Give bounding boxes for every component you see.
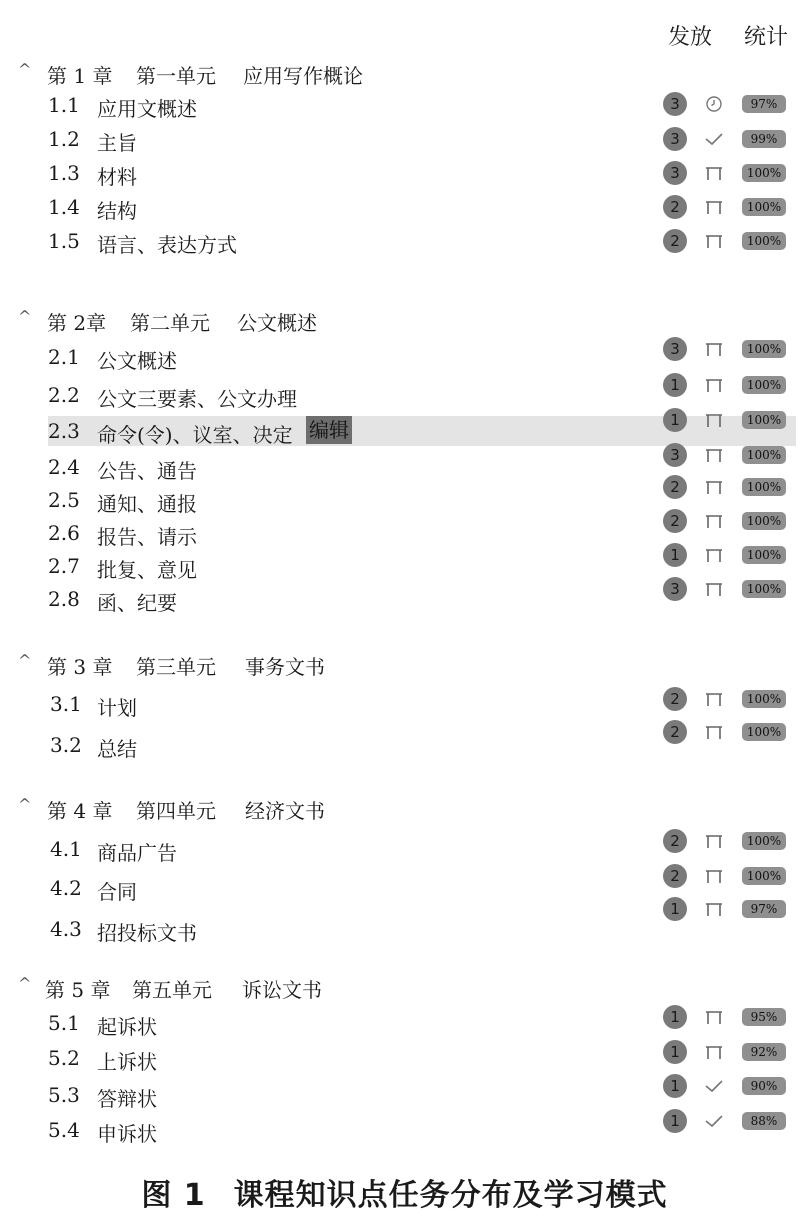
- chapter-title: 经济文书: [245, 799, 325, 823]
- lesson-title: 报告、请示: [97, 525, 197, 549]
- collapse-caret-icon[interactable]: ^: [18, 795, 32, 814]
- task-count-badge[interactable]: 3: [663, 443, 687, 467]
- column-header-fafang: 发放: [668, 25, 713, 50]
- lesson-number: 2.4: [48, 455, 80, 479]
- table-icon[interactable]: [703, 230, 725, 252]
- chapter-heading[interactable]: [0, 651, 809, 681]
- task-count-badge[interactable]: 2: [663, 720, 687, 744]
- lesson-number: 2.3: [48, 419, 80, 443]
- chapter-unit: 第五单元: [132, 978, 212, 1002]
- table-icon[interactable]: [703, 476, 725, 498]
- lesson-title: 公文三要素、公文办理: [97, 387, 297, 411]
- chapter-heading[interactable]: [0, 307, 809, 337]
- chapter-number: 第 5 章: [45, 978, 111, 1002]
- task-count-badge[interactable]: 1: [663, 1005, 687, 1029]
- completion-stat[interactable]: 97%: [742, 95, 786, 113]
- figure-title: 课程知识点任务分布及学习模式: [233, 1178, 668, 1213]
- table-icon[interactable]: [703, 544, 725, 566]
- chapter-number: 第 3 章: [47, 655, 113, 679]
- chapter-heading[interactable]: [0, 974, 809, 1004]
- collapse-caret-icon[interactable]: ^: [18, 974, 32, 993]
- task-count-badge[interactable]: 3: [663, 577, 687, 601]
- task-count-badge[interactable]: 3: [663, 337, 687, 361]
- lesson-number: 5.2: [48, 1046, 80, 1070]
- chapter-unit: 第四单元: [136, 799, 216, 823]
- task-count-badge[interactable]: 1: [663, 1040, 687, 1064]
- figure-number: 图 1: [141, 1178, 206, 1213]
- lesson-title: 答辩状: [97, 1087, 157, 1111]
- table-icon[interactable]: [703, 830, 725, 852]
- lesson-number: 1.3: [48, 161, 80, 185]
- lesson-number: 4.3: [50, 917, 82, 941]
- lesson-controls-row: [0, 509, 809, 533]
- completion-stat[interactable]: 100%: [742, 340, 786, 358]
- lesson-title: 总结: [97, 737, 137, 761]
- lesson-controls-row: [0, 127, 809, 151]
- completion-stat[interactable]: 90%: [742, 1077, 786, 1095]
- completion-stat[interactable]: 100%: [742, 580, 786, 598]
- edit-button[interactable]: 编辑: [306, 416, 352, 444]
- lesson-title: 批复、意见: [97, 558, 197, 582]
- completion-stat[interactable]: 95%: [742, 1008, 786, 1026]
- lesson-number: 3.2: [50, 733, 82, 757]
- lesson-controls-row: [0, 92, 809, 116]
- task-count-badge[interactable]: 2: [663, 687, 687, 711]
- lesson-title: 公告、通告: [97, 459, 197, 483]
- lesson-controls-row: [0, 408, 809, 432]
- table-icon[interactable]: [703, 1006, 725, 1028]
- lesson-number: 5.1: [48, 1011, 80, 1035]
- lesson-number: 2.6: [48, 521, 80, 545]
- table-icon[interactable]: [703, 510, 725, 532]
- table-icon[interactable]: [703, 721, 725, 743]
- lesson-title: 语言、表达方式: [97, 233, 237, 257]
- lesson-controls-row: [0, 720, 809, 744]
- lesson-number: 2.5: [48, 488, 80, 512]
- task-count-badge[interactable]: 1: [663, 373, 687, 397]
- completion-stat[interactable]: 100%: [742, 690, 786, 708]
- lesson-title: 材料: [97, 165, 137, 189]
- lesson-title: 结构: [97, 199, 137, 223]
- lesson-controls-row: [0, 475, 809, 499]
- table-icon[interactable]: [703, 196, 725, 218]
- lesson-controls-row: [0, 543, 809, 567]
- chapter-unit: 第二单元: [130, 311, 210, 335]
- task-count-badge[interactable]: 1: [663, 1109, 687, 1133]
- completion-stat[interactable]: 100%: [742, 198, 786, 216]
- task-count-badge[interactable]: 1: [663, 543, 687, 567]
- task-count-badge[interactable]: 1: [663, 897, 687, 921]
- completion-stat[interactable]: 92%: [742, 1043, 786, 1061]
- lesson-number: 1.5: [48, 229, 80, 253]
- lesson-number: 5.3: [48, 1083, 80, 1107]
- table-icon[interactable]: [703, 444, 725, 466]
- task-count-badge[interactable]: 2: [663, 195, 687, 219]
- task-count-badge[interactable]: 1: [663, 1074, 687, 1098]
- lesson-title: 上诉状: [97, 1050, 157, 1074]
- completion-stat[interactable]: 100%: [742, 446, 786, 464]
- table-icon[interactable]: [703, 162, 725, 184]
- lesson-controls-row: [0, 1040, 809, 1064]
- table-icon[interactable]: [703, 578, 725, 600]
- lesson-title: 通知、通报: [97, 492, 197, 516]
- clock-icon[interactable]: [703, 93, 725, 115]
- task-count-badge[interactable]: 2: [663, 229, 687, 253]
- completion-stat[interactable]: 100%: [742, 232, 786, 250]
- completion-stat[interactable]: 100%: [742, 723, 786, 741]
- task-count-badge[interactable]: 3: [663, 92, 687, 116]
- completion-stat[interactable]: 100%: [742, 164, 786, 182]
- lesson-number: 2.8: [48, 587, 80, 611]
- chapter-number: 第 4 章: [47, 799, 113, 823]
- lesson-row[interactable]: [0, 917, 809, 947]
- chapter-unit: 第三单元: [136, 655, 216, 679]
- lesson-number: 4.1: [50, 837, 82, 861]
- lesson-title: 函、纪要: [97, 591, 177, 615]
- collapse-caret-icon[interactable]: ^: [18, 307, 32, 326]
- table-icon[interactable]: [703, 688, 725, 710]
- collapse-caret-icon[interactable]: ^: [18, 651, 32, 670]
- lesson-controls-row: [0, 1074, 809, 1098]
- lesson-title: 计划: [97, 696, 137, 720]
- table-icon[interactable]: [703, 338, 725, 360]
- lesson-controls-row: [0, 161, 809, 185]
- lesson-controls-row: [0, 577, 809, 601]
- completion-stat[interactable]: 100%: [742, 867, 786, 885]
- chapter-title: 事务文书: [245, 655, 325, 679]
- task-count-badge[interactable]: 2: [663, 864, 687, 888]
- task-count-badge[interactable]: 2: [663, 829, 687, 853]
- lesson-title: 应用文概述: [97, 97, 197, 121]
- chapter-unit: 第一单元: [136, 64, 216, 88]
- chapter-number: 第 2章: [47, 311, 107, 335]
- lesson-title: 起诉状: [97, 1015, 157, 1039]
- lesson-number: 1.2: [48, 127, 80, 151]
- chapter-number: 第 1 章: [47, 64, 113, 88]
- completion-stat[interactable]: 100%: [742, 376, 786, 394]
- column-header-tongji: 统计: [744, 25, 789, 50]
- lesson-title: 主旨: [97, 131, 137, 155]
- lesson-number: 1.4: [48, 195, 80, 219]
- lesson-controls-row: [0, 687, 809, 711]
- lesson-number: 5.4: [48, 1118, 80, 1142]
- lesson-title: 招投标文书: [97, 921, 197, 945]
- completion-stat[interactable]: 88%: [742, 1112, 786, 1130]
- task-count-badge[interactable]: 3: [663, 127, 687, 151]
- collapse-caret-icon[interactable]: ^: [18, 60, 32, 79]
- table-icon[interactable]: [703, 409, 725, 431]
- chapter-title: 诉讼文书: [242, 978, 322, 1002]
- lesson-number: 2.7: [48, 554, 80, 578]
- lesson-controls-row: [0, 337, 809, 361]
- chapter-title: 应用写作概论: [243, 64, 363, 88]
- check-icon[interactable]: [703, 128, 725, 150]
- lesson-controls-row: [0, 829, 809, 853]
- task-count-badge[interactable]: 1: [663, 408, 687, 432]
- chapter-title: 公文概述: [237, 311, 317, 335]
- task-count-badge[interactable]: 2: [663, 509, 687, 533]
- chapter-heading[interactable]: [0, 60, 809, 90]
- completion-stat[interactable]: 100%: [742, 832, 786, 850]
- check-icon[interactable]: [703, 1075, 725, 1097]
- completion-stat[interactable]: 97%: [742, 900, 786, 918]
- completion-stat[interactable]: 100%: [742, 512, 786, 530]
- table-icon[interactable]: [703, 374, 725, 396]
- task-count-badge[interactable]: 3: [663, 161, 687, 185]
- table-icon[interactable]: [703, 1041, 725, 1063]
- completion-stat[interactable]: 100%: [742, 478, 786, 496]
- check-icon[interactable]: [703, 1110, 725, 1132]
- lesson-controls-row: [0, 195, 809, 219]
- completion-stat[interactable]: 100%: [742, 411, 786, 429]
- lesson-number: 1.1: [48, 93, 80, 117]
- lesson-title: 商品广告: [97, 841, 177, 865]
- lesson-controls-row: [0, 864, 809, 888]
- lesson-controls-row: [0, 1109, 809, 1133]
- completion-stat[interactable]: 99%: [742, 130, 786, 148]
- lesson-controls-row: [0, 373, 809, 397]
- lesson-title: 公文概述: [97, 349, 177, 373]
- chapter-heading[interactable]: [0, 795, 809, 825]
- table-icon[interactable]: [703, 865, 725, 887]
- lesson-number: 2.2: [48, 383, 80, 407]
- task-count-badge[interactable]: 2: [663, 475, 687, 499]
- completion-stat[interactable]: 100%: [742, 546, 786, 564]
- lesson-number: 2.1: [48, 345, 80, 369]
- lesson-title: 合同: [97, 880, 137, 904]
- lesson-number: 4.2: [50, 876, 82, 900]
- table-icon[interactable]: [703, 898, 725, 920]
- lesson-controls-row: [0, 443, 809, 467]
- figure-caption: [0, 1170, 809, 1214]
- lesson-controls-row: [0, 229, 809, 253]
- lesson-title: 申诉状: [97, 1122, 157, 1146]
- lesson-title: 命令(令)、议室、决定: [97, 423, 293, 447]
- lesson-number: 3.1: [50, 692, 82, 716]
- lesson-controls-row: [0, 1005, 809, 1029]
- lesson-controls-row: [0, 897, 809, 921]
